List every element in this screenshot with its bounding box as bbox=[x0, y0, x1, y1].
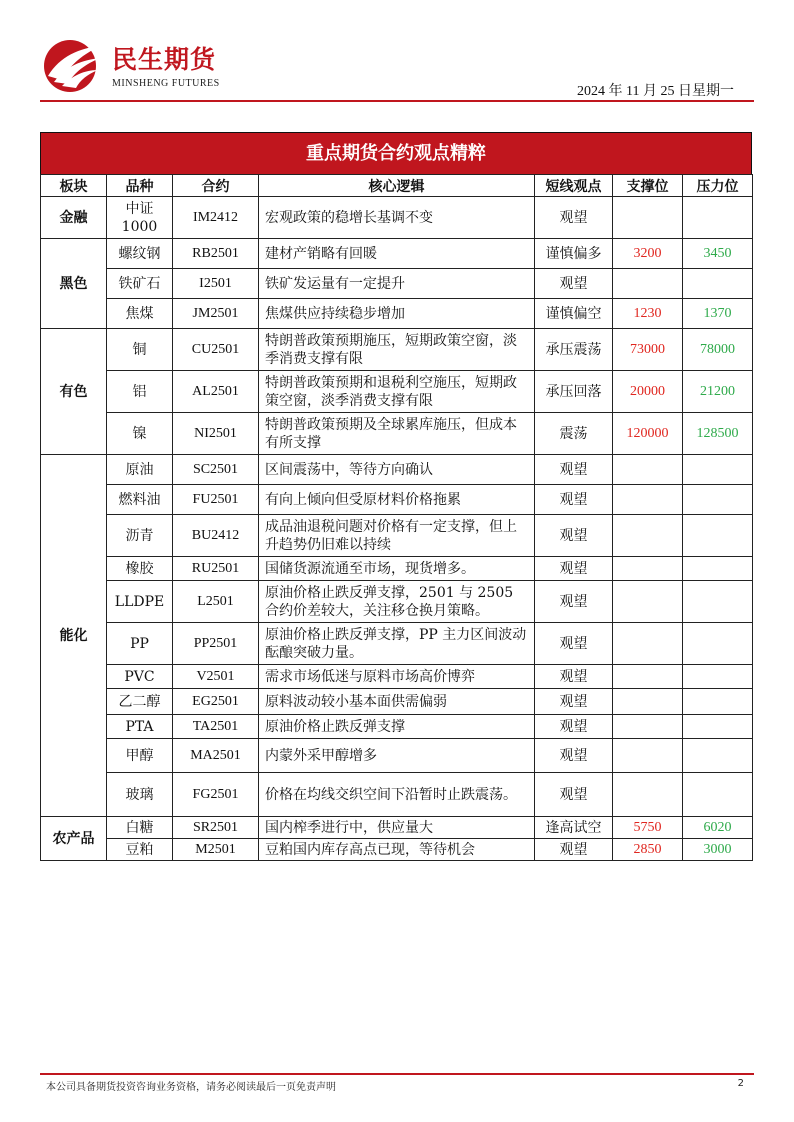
contract-cell: M2501 bbox=[173, 839, 259, 861]
support-cell: 1230 bbox=[613, 299, 683, 329]
futures-view-table bbox=[40, 132, 752, 861]
view-cell: 观望 bbox=[535, 455, 613, 485]
variety-cell: PP bbox=[107, 623, 173, 665]
resistance-cell bbox=[683, 455, 753, 485]
view-cell: 承压震荡 bbox=[535, 329, 613, 371]
table-row bbox=[41, 269, 753, 299]
resistance-cell bbox=[683, 197, 753, 239]
support-cell bbox=[613, 557, 683, 581]
table-row bbox=[41, 689, 753, 715]
logic-cell: 特朗普政策预期施压，短期政策空窗，淡季消费支撑有限 bbox=[259, 329, 535, 371]
variety-cell: PVC bbox=[107, 665, 173, 689]
variety-cell: 豆粕 bbox=[107, 839, 173, 861]
variety-cell: 橡胶 bbox=[107, 557, 173, 581]
resistance-cell bbox=[683, 623, 753, 665]
resistance-cell: 3000 bbox=[683, 839, 753, 861]
logic-cell: 建材产销略有回暖 bbox=[259, 239, 535, 269]
variety-cell: 白糖 bbox=[107, 817, 173, 839]
contract-cell: RB2501 bbox=[173, 239, 259, 269]
resistance-cell bbox=[683, 269, 753, 299]
support-cell: 73000 bbox=[613, 329, 683, 371]
support-cell bbox=[613, 455, 683, 485]
table-row bbox=[41, 623, 753, 665]
futures-table bbox=[40, 174, 753, 861]
col-header-view: 短线观点 bbox=[535, 175, 613, 197]
variety-cell: 中证 1000 bbox=[107, 197, 173, 239]
support-cell bbox=[613, 623, 683, 665]
table-row bbox=[41, 773, 753, 817]
table-row bbox=[41, 239, 753, 269]
support-cell bbox=[613, 665, 683, 689]
table-row bbox=[41, 455, 753, 485]
view-cell: 观望 bbox=[535, 197, 613, 239]
view-cell: 观望 bbox=[535, 739, 613, 773]
table-row bbox=[41, 839, 753, 861]
sector-cell: 金融 bbox=[41, 197, 107, 239]
contract-cell: CU2501 bbox=[173, 329, 259, 371]
support-cell: 5750 bbox=[613, 817, 683, 839]
support-cell bbox=[613, 715, 683, 739]
table-row bbox=[41, 299, 753, 329]
support-cell bbox=[613, 485, 683, 515]
footer-disclaimer: 本公司具备期货投资咨询业务资格，请务必阅读最后一页免责声明 bbox=[46, 1082, 336, 1093]
table-row bbox=[41, 197, 753, 239]
table-body bbox=[41, 197, 753, 861]
logic-cell: 原油价格止跌反弹支撑 bbox=[259, 715, 535, 739]
variety-cell: 沥青 bbox=[107, 515, 173, 557]
logo-chinese-text: 民生期货 bbox=[112, 45, 217, 74]
logic-cell: 原油价格止跌反弹支撑，2501 与 2505 合约价差较大，关注移仓换月策略。 bbox=[259, 581, 535, 623]
contract-cell: L2501 bbox=[173, 581, 259, 623]
resistance-cell bbox=[683, 665, 753, 689]
resistance-cell: 6020 bbox=[683, 817, 753, 839]
sector-cell: 黑色 bbox=[41, 239, 107, 329]
variety-cell: PTA bbox=[107, 715, 173, 739]
contract-cell: BU2412 bbox=[173, 515, 259, 557]
logic-cell: 内蒙外采甲醇增多 bbox=[259, 739, 535, 773]
contract-cell: I2501 bbox=[173, 269, 259, 299]
resistance-cell: 78000 bbox=[683, 329, 753, 371]
contract-cell: FG2501 bbox=[173, 773, 259, 817]
table-row bbox=[41, 413, 753, 455]
minsheng-wing-logo-icon bbox=[40, 36, 104, 92]
table-row bbox=[41, 817, 753, 839]
resistance-cell: 21200 bbox=[683, 371, 753, 413]
resistance-cell bbox=[683, 773, 753, 817]
logic-cell: 国储货源流通至市场，现货增多。 bbox=[259, 557, 535, 581]
contract-cell: PP2501 bbox=[173, 623, 259, 665]
col-header-resistance: 压力位 bbox=[683, 175, 753, 197]
view-cell: 观望 bbox=[535, 715, 613, 739]
col-header-support: 支撑位 bbox=[613, 175, 683, 197]
variety-cell: 镍 bbox=[107, 413, 173, 455]
support-cell: 3200 bbox=[613, 239, 683, 269]
view-cell: 观望 bbox=[535, 581, 613, 623]
logo-english-text: MINSHENG FUTURES bbox=[112, 78, 220, 89]
resistance-cell: 1370 bbox=[683, 299, 753, 329]
table-row bbox=[41, 485, 753, 515]
variety-cell: 铁矿石 bbox=[107, 269, 173, 299]
logic-cell: 焦煤供应持续稳步增加 bbox=[259, 299, 535, 329]
variety-cell: 乙二醇 bbox=[107, 689, 173, 715]
header-divider bbox=[40, 100, 754, 102]
support-cell bbox=[613, 269, 683, 299]
view-cell: 观望 bbox=[535, 689, 613, 715]
variety-cell: 燃料油 bbox=[107, 485, 173, 515]
contract-cell: RU2501 bbox=[173, 557, 259, 581]
sector-cell: 农产品 bbox=[41, 817, 107, 861]
resistance-cell bbox=[683, 715, 753, 739]
variety-cell: 玻璃 bbox=[107, 773, 173, 817]
variety-cell: 螺纹钢 bbox=[107, 239, 173, 269]
logic-cell: 区间震荡中，等待方向确认 bbox=[259, 455, 535, 485]
logic-cell: 特朗普政策预期和退税利空施压，短期政策空窗，淡季消费支撑有限 bbox=[259, 371, 535, 413]
contract-cell: IM2412 bbox=[173, 197, 259, 239]
view-cell: 承压回落 bbox=[535, 371, 613, 413]
contract-cell: TA2501 bbox=[173, 715, 259, 739]
contract-cell: SR2501 bbox=[173, 817, 259, 839]
contract-cell: V2501 bbox=[173, 665, 259, 689]
contract-cell: MA2501 bbox=[173, 739, 259, 773]
resistance-cell bbox=[683, 581, 753, 623]
resistance-cell bbox=[683, 689, 753, 715]
sector-cell: 能化 bbox=[41, 455, 107, 817]
support-cell: 20000 bbox=[613, 371, 683, 413]
logic-cell: 价格在均线交织空间下沿暂时止跌震荡。 bbox=[259, 773, 535, 817]
resistance-cell bbox=[683, 557, 753, 581]
table-row bbox=[41, 739, 753, 773]
view-cell: 观望 bbox=[535, 665, 613, 689]
view-cell: 观望 bbox=[535, 623, 613, 665]
support-cell bbox=[613, 581, 683, 623]
report-date: 2024 年 11 月 25 日星期一 bbox=[577, 84, 734, 99]
support-cell bbox=[613, 739, 683, 773]
support-cell: 120000 bbox=[613, 413, 683, 455]
logic-cell: 特朗普政策预期及全球累库施压，但成本有所支撑 bbox=[259, 413, 535, 455]
variety-cell: 焦煤 bbox=[107, 299, 173, 329]
resistance-cell: 128500 bbox=[683, 413, 753, 455]
support-cell bbox=[613, 689, 683, 715]
table-row bbox=[41, 581, 753, 623]
logic-cell: 需求市场低迷与原料市场高价博弈 bbox=[259, 665, 535, 689]
support-cell: 2850 bbox=[613, 839, 683, 861]
table-row bbox=[41, 665, 753, 689]
col-header-logic: 核心逻辑 bbox=[259, 175, 535, 197]
table-header-row bbox=[41, 175, 753, 197]
resistance-cell bbox=[683, 515, 753, 557]
logic-cell: 铁矿发运量有一定提升 bbox=[259, 269, 535, 299]
logic-cell: 成品油退税问题对价格有一定支撑，但上升趋势仍旧难以持续 bbox=[259, 515, 535, 557]
col-header-variety: 品种 bbox=[107, 175, 173, 197]
resistance-cell bbox=[683, 485, 753, 515]
variety-cell: 铜 bbox=[107, 329, 173, 371]
footer-divider bbox=[40, 1073, 754, 1075]
table-row bbox=[41, 329, 753, 371]
view-cell: 谨慎偏空 bbox=[535, 299, 613, 329]
variety-cell: 原油 bbox=[107, 455, 173, 485]
table-row bbox=[41, 557, 753, 581]
view-cell: 谨慎偏多 bbox=[535, 239, 613, 269]
contract-cell: FU2501 bbox=[173, 485, 259, 515]
view-cell: 观望 bbox=[535, 557, 613, 581]
view-cell: 观望 bbox=[535, 839, 613, 861]
contract-cell: JM2501 bbox=[173, 299, 259, 329]
contract-cell: SC2501 bbox=[173, 455, 259, 485]
contract-cell: NI2501 bbox=[173, 413, 259, 455]
variety-cell: 铝 bbox=[107, 371, 173, 413]
view-cell: 观望 bbox=[535, 269, 613, 299]
view-cell: 震荡 bbox=[535, 413, 613, 455]
logic-cell: 原料波动较小基本面供需偏弱 bbox=[259, 689, 535, 715]
page-number: 2 bbox=[737, 1078, 744, 1089]
logic-cell: 原油价格止跌反弹支撑，PP 主力区间波动酝酿突破力量。 bbox=[259, 623, 535, 665]
logic-cell: 有向上倾向但受原材料价格拖累 bbox=[259, 485, 535, 515]
variety-cell: LLDPE bbox=[107, 581, 173, 623]
support-cell bbox=[613, 515, 683, 557]
variety-cell: 甲醇 bbox=[107, 739, 173, 773]
logic-cell: 宏观政策的稳增长基调不变 bbox=[259, 197, 535, 239]
resistance-cell bbox=[683, 739, 753, 773]
logic-cell: 豆粕国内库存高点已现，等待机会 bbox=[259, 839, 535, 861]
table-row bbox=[41, 371, 753, 413]
table-row bbox=[41, 715, 753, 739]
support-cell bbox=[613, 197, 683, 239]
view-cell: 观望 bbox=[535, 485, 613, 515]
view-cell: 逢高试空 bbox=[535, 817, 613, 839]
view-cell: 观望 bbox=[535, 773, 613, 817]
logic-cell: 国内榨季进行中，供应量大 bbox=[259, 817, 535, 839]
table-row bbox=[41, 515, 753, 557]
support-cell bbox=[613, 773, 683, 817]
table-title: 重点期货合约观点精粹 bbox=[40, 132, 752, 174]
sector-cell: 有色 bbox=[41, 329, 107, 455]
view-cell: 观望 bbox=[535, 515, 613, 557]
resistance-cell: 3450 bbox=[683, 239, 753, 269]
col-header-sector: 板块 bbox=[41, 175, 107, 197]
page-header bbox=[40, 30, 754, 102]
col-header-contract: 合约 bbox=[173, 175, 259, 197]
contract-cell: AL2501 bbox=[173, 371, 259, 413]
contract-cell: EG2501 bbox=[173, 689, 259, 715]
